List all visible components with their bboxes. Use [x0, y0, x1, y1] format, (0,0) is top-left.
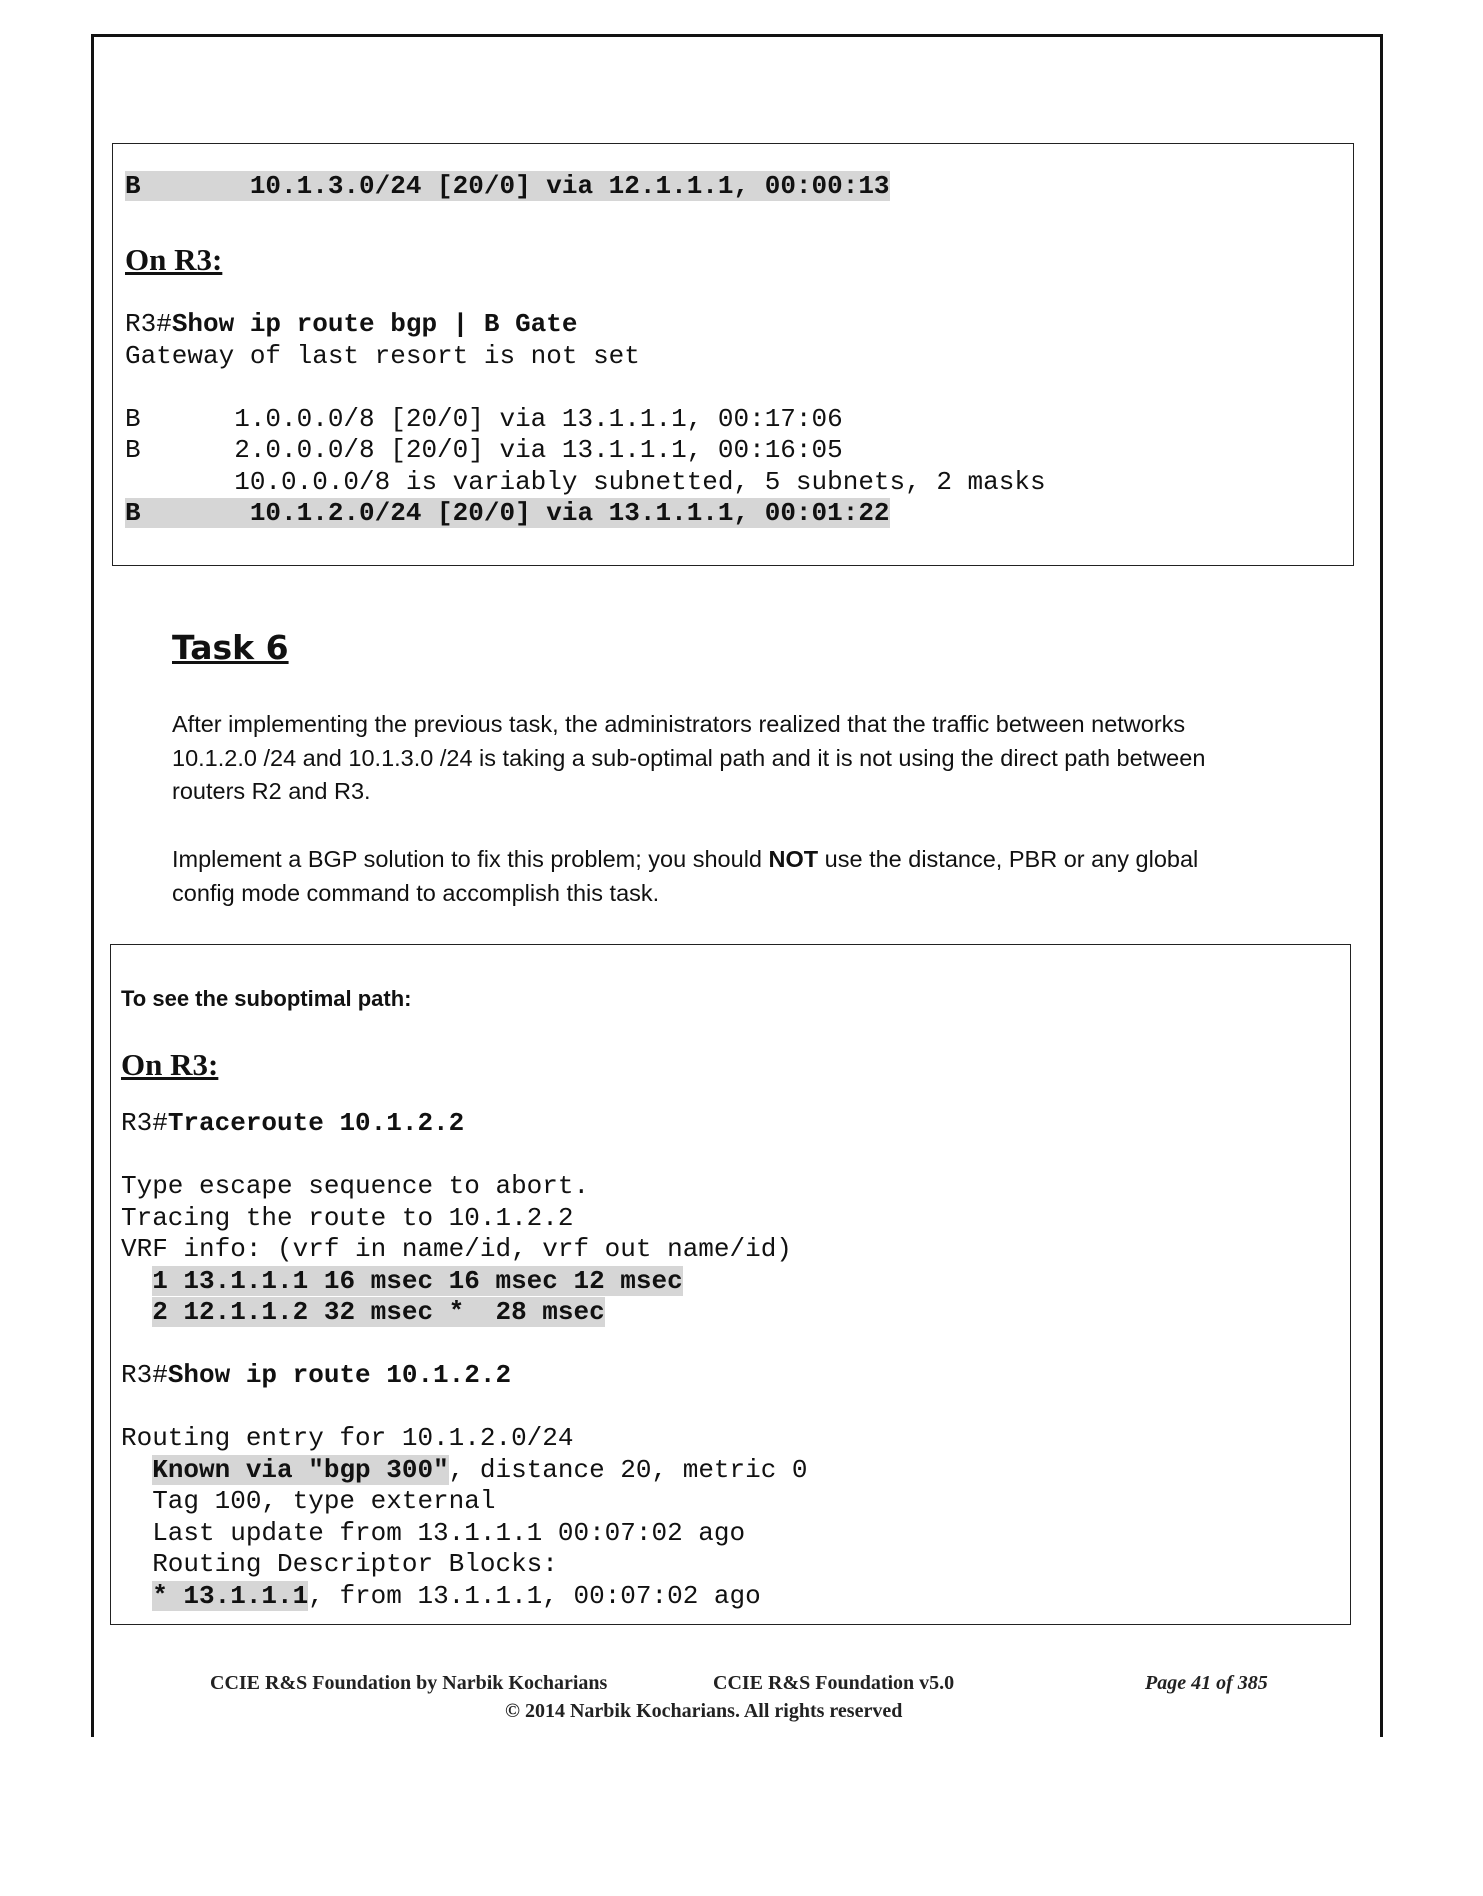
route-code: B: [125, 171, 141, 201]
command: Show ip route 10.1.2.2: [167, 1360, 512, 1390]
highlighted-route: [125, 498, 890, 528]
route-text: 10.1.2.0/24 [20/0] via 13.1.1.1, 00:01:22: [140, 498, 890, 528]
on-r3-heading: On R3:: [121, 1047, 219, 1082]
highlighted-route: [125, 171, 890, 201]
prompt: R3#: [125, 309, 172, 339]
command-line: [125, 309, 1046, 341]
output-line: Type escape sequence to abort.: [121, 1171, 590, 1201]
text: Implement a BGP solution to fix this problem; you should: [172, 846, 769, 872]
command: Show ip route bgp | B Gate: [171, 309, 578, 339]
blank-line: [121, 1329, 808, 1361]
output-text: , distance 20, metric 0: [448, 1454, 808, 1485]
blank-line: [121, 1140, 808, 1172]
output-line: Routing entry for 10.1.2.0/24: [121, 1423, 574, 1453]
output-line: B 2.0.0.0/8 [20/0] via 13.1.1.1, 00:16:05: [125, 435, 843, 465]
known-via-highlight: Known via "bgp 300": [152, 1454, 449, 1485]
output-line: 10.0.0.0/8 is variably subnetted, 5 subnets, 2 masks: [125, 466, 1046, 497]
task-description: After implementing the previous task, the administrators realized that the traffic between networks 10.1.2.0 /24 and 10.1.3.0 /24 is taking a sub-optimal path and it is not using the direct path between routers R2 and R3.: [172, 711, 1206, 804]
output-line: Routing Descriptor Blocks:: [121, 1549, 558, 1579]
prompt: R3#: [121, 1360, 168, 1390]
route-code: B: [125, 498, 141, 528]
footer-center: CCIE R&S Foundation v5.0: [713, 1672, 955, 1694]
output-line: Tag 100, type external: [121, 1486, 496, 1516]
footer-copyright: © 2014 Narbik Kocharians. All rights reserved: [505, 1700, 903, 1722]
output-line: [121, 1455, 808, 1487]
output-line: B 1.0.0.0/8 [20/0] via 13.1.1.1, 00:17:06: [125, 403, 843, 434]
on-r3-heading: On R3:: [125, 242, 223, 277]
task-title: Task 6: [172, 628, 289, 667]
trace-hop: 1 13.1.1.1 16 msec 16 msec 12 msec: [152, 1265, 683, 1296]
emphasis: NOT: [768, 846, 819, 872]
output-line: [121, 1266, 808, 1298]
output-line: Tracing the route to 10.1.2.2: [121, 1202, 574, 1233]
command: Traceroute 10.1.2.2: [167, 1108, 465, 1138]
output-line: Last update from 13.1.1.1 00:07:02 ago: [121, 1517, 746, 1548]
output-line: [121, 1581, 808, 1613]
task-requirement: [172, 843, 1232, 910]
trace-hop: 2 12.1.1.2 32 msec * 28 msec: [152, 1297, 605, 1327]
output-box-2: [110, 944, 1351, 1625]
subtitle: To see the suboptimal path:: [121, 986, 412, 1011]
output-line: VRF info: (vrf in name/id, vrf out name/id): [121, 1234, 792, 1264]
command-line: [121, 1360, 808, 1392]
footer-left: CCIE R&S Foundation by Narbik Kocharians: [210, 1672, 608, 1694]
output-line: [125, 372, 1046, 404]
output-line: [121, 1297, 808, 1329]
next-hop-highlight: * 13.1.1.1: [152, 1580, 309, 1611]
route-text: 10.1.3.0/24 [20/0] via 12.1.1.1, 00:00:13: [140, 171, 890, 201]
page-number: Page 41 of 385: [1145, 1672, 1268, 1694]
output-text: , from 13.1.1.1, 00:07:02 ago: [308, 1580, 761, 1611]
blank-line: [121, 1392, 808, 1424]
output-line: Gateway of last resort is not set: [125, 340, 640, 371]
prompt: R3#: [121, 1108, 168, 1138]
command-line: [121, 1108, 808, 1140]
text: use the distance, PBR or any global config mode command to accomplish this task.: [172, 846, 1199, 906]
output-box-1: [112, 143, 1354, 566]
